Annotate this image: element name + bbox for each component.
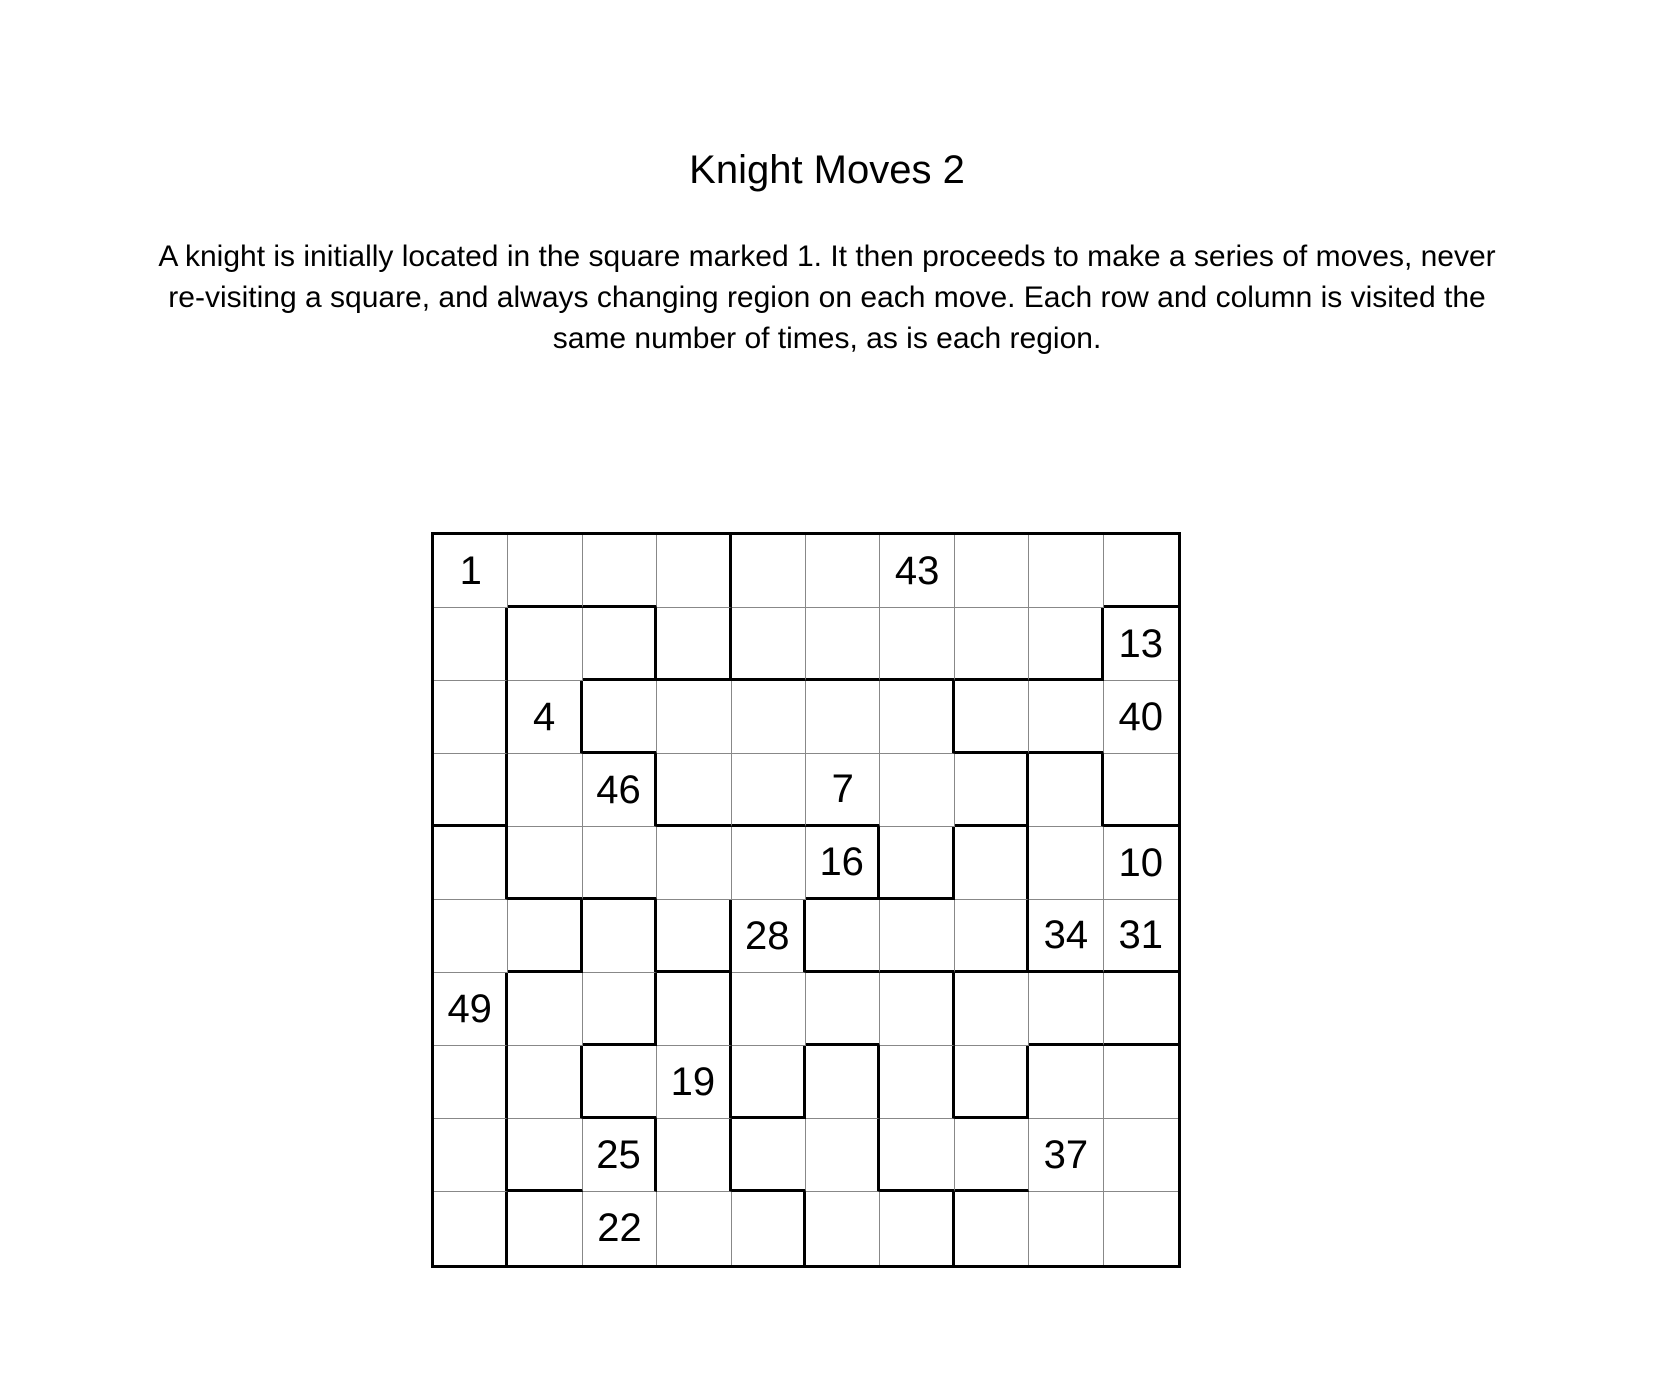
grid-cell-r1-c6[interactable] [880, 608, 954, 681]
grid-cell-r2-c6[interactable] [880, 681, 954, 754]
grid-cell-r7-c3[interactable]: 19 [657, 1046, 731, 1119]
grid-cell-r4-c2[interactable] [583, 827, 657, 900]
grid-cell-r2-c2[interactable] [583, 681, 657, 754]
grid-cell-r3-c1[interactable] [508, 754, 582, 827]
grid-cell-r0-c5[interactable] [806, 535, 880, 608]
grid-cell-r3-c7[interactable] [955, 754, 1029, 827]
grid-cell-r4-c0[interactable] [434, 827, 508, 900]
grid-cell-r6-c2[interactable] [583, 973, 657, 1046]
grid-cell-r6-c6[interactable] [880, 973, 954, 1046]
grid-cell-r6-c4[interactable] [732, 973, 806, 1046]
grid-cell-r8-c2[interactable]: 25 [583, 1119, 657, 1192]
grid-cell-r7-c9[interactable] [1104, 1046, 1178, 1119]
grid-cell-r8-c4[interactable] [732, 1119, 806, 1192]
grid-cell-r6-c1[interactable] [508, 973, 582, 1046]
grid-cell-r9-c4[interactable] [732, 1192, 806, 1265]
grid-cell-r6-c5[interactable] [806, 973, 880, 1046]
grid-cell-r5-c4[interactable]: 28 [732, 900, 806, 973]
grid-cell-r7-c4[interactable] [732, 1046, 806, 1119]
grid-cell-r4-c7[interactable] [955, 827, 1029, 900]
grid-cell-r7-c0[interactable] [434, 1046, 508, 1119]
grid-cell-r3-c4[interactable] [732, 754, 806, 827]
grid-cell-r1-c0[interactable] [434, 608, 508, 681]
grid-cell-r7-c1[interactable] [508, 1046, 582, 1119]
grid-cell-r4-c3[interactable] [657, 827, 731, 900]
grid-cell-r3-c2[interactable]: 46 [583, 754, 657, 827]
grid-cell-r3-c5[interactable]: 7 [806, 754, 880, 827]
puzzle-description: A knight is initially located in the square marked 1. It then proceeds to make a series of moves, never re-visiting a square, and always changing region on each move. Each row and column is visited the same number of times, as is each region. [158, 240, 1496, 355]
grid-cell-r9-c8[interactable] [1029, 1192, 1103, 1265]
grid-cell-r5-c1[interactable] [508, 900, 582, 973]
grid-cell-r3-c9[interactable] [1104, 754, 1178, 827]
grid-cell-r8-c8[interactable]: 37 [1029, 1119, 1103, 1192]
grid-cell-r5-c2[interactable] [583, 900, 657, 973]
grid-cell-r1-c1[interactable] [508, 608, 582, 681]
grid-cell-r7-c2[interactable] [583, 1046, 657, 1119]
grid-cell-r5-c7[interactable] [955, 900, 1029, 973]
grid-cell-r5-c5[interactable] [806, 900, 880, 973]
grid-cell-r2-c5[interactable] [806, 681, 880, 754]
grid-cell-r1-c4[interactable] [732, 608, 806, 681]
grid-cell-r8-c1[interactable] [508, 1119, 582, 1192]
puzzle-title: Knight Moves 2 [689, 148, 965, 192]
grid-cell-r8-c5[interactable] [806, 1119, 880, 1192]
grid-cell-r3-c6[interactable] [880, 754, 954, 827]
grid-cell-r3-c8[interactable] [1029, 754, 1103, 827]
grid-cell-r1-c7[interactable] [955, 608, 1029, 681]
grid-cell-r7-c5[interactable] [806, 1046, 880, 1119]
grid-cell-r8-c0[interactable] [434, 1119, 508, 1192]
grid-cell-r8-c3[interactable] [657, 1119, 731, 1192]
puzzle-grid [431, 532, 1181, 1268]
grid-cell-r1-c5[interactable] [806, 608, 880, 681]
grid-cell-r2-c3[interactable] [657, 681, 731, 754]
grid-cell-r4-c8[interactable] [1029, 827, 1103, 900]
grid-cell-r9-c1[interactable] [508, 1192, 582, 1265]
grid-cell-r9-c2[interactable]: 22 [583, 1192, 657, 1265]
grid-cell-r4-c1[interactable] [508, 827, 582, 900]
grid-cell-r7-c8[interactable] [1029, 1046, 1103, 1119]
grid-cell-r0-c8[interactable] [1029, 535, 1103, 608]
grid-cell-r0-c6[interactable]: 43 [880, 535, 954, 608]
grid-cell-r0-c3[interactable] [657, 535, 731, 608]
grid-cell-r1-c2[interactable] [583, 608, 657, 681]
grid-cell-r6-c9[interactable] [1104, 973, 1178, 1046]
grid-cell-r4-c6[interactable] [880, 827, 954, 900]
grid-cell-r7-c6[interactable] [880, 1046, 954, 1119]
grid-cell-r6-c7[interactable] [955, 973, 1029, 1046]
grid-cell-r5-c8[interactable]: 34 [1029, 900, 1103, 973]
grid-cell-r9-c7[interactable] [955, 1192, 1029, 1265]
grid-cell-r2-c7[interactable] [955, 681, 1029, 754]
grid-cell-r8-c9[interactable] [1104, 1119, 1178, 1192]
grid-cell-r5-c0[interactable] [434, 900, 508, 973]
grid-cell-r1-c9[interactable]: 13 [1104, 608, 1178, 681]
grid-cell-r3-c3[interactable] [657, 754, 731, 827]
grid-cell-r6-c8[interactable] [1029, 973, 1103, 1046]
grid-cell-r1-c8[interactable] [1029, 608, 1103, 681]
grid-cell-r4-c9[interactable]: 10 [1104, 827, 1178, 900]
grid-cell-r6-c0[interactable]: 49 [434, 973, 508, 1046]
grid-cell-r0-c4[interactable] [732, 535, 806, 608]
grid-cell-r8-c6[interactable] [880, 1119, 954, 1192]
grid-cell-r1-c3[interactable] [657, 608, 731, 681]
grid-cell-r0-c9[interactable] [1104, 535, 1178, 608]
grid-cell-r2-c8[interactable] [1029, 681, 1103, 754]
grid-cell-r9-c5[interactable] [806, 1192, 880, 1265]
grid-cell-r0-c7[interactable] [955, 535, 1029, 608]
grid-cell-r8-c7[interactable] [955, 1119, 1029, 1192]
grid-cell-r9-c9[interactable] [1104, 1192, 1178, 1265]
grid-cell-r2-c9[interactable]: 40 [1104, 681, 1178, 754]
grid-cell-r0-c1[interactable] [508, 535, 582, 608]
grid-cell-r2-c1[interactable]: 4 [508, 681, 582, 754]
grid-cell-r0-c0[interactable]: 1 [434, 535, 508, 608]
grid-cell-r9-c3[interactable] [657, 1192, 731, 1265]
grid-cell-r9-c0[interactable] [434, 1192, 508, 1265]
grid-cell-r4-c5[interactable]: 16 [806, 827, 880, 900]
grid-cell-r4-c4[interactable] [732, 827, 806, 900]
grid-cell-r2-c0[interactable] [434, 681, 508, 754]
grid-cell-r2-c4[interactable] [732, 681, 806, 754]
grid-cell-r5-c3[interactable] [657, 900, 731, 973]
grid-cell-r5-c9[interactable]: 31 [1104, 900, 1178, 973]
grid-cell-r6-c3[interactable] [657, 973, 731, 1046]
grid-cell-r3-c0[interactable] [434, 754, 508, 827]
grid-cell-r0-c2[interactable] [583, 535, 657, 608]
grid-cell-r5-c6[interactable] [880, 900, 954, 973]
grid-cell-r9-c6[interactable] [880, 1192, 954, 1265]
grid-cell-r7-c7[interactable] [955, 1046, 1029, 1119]
